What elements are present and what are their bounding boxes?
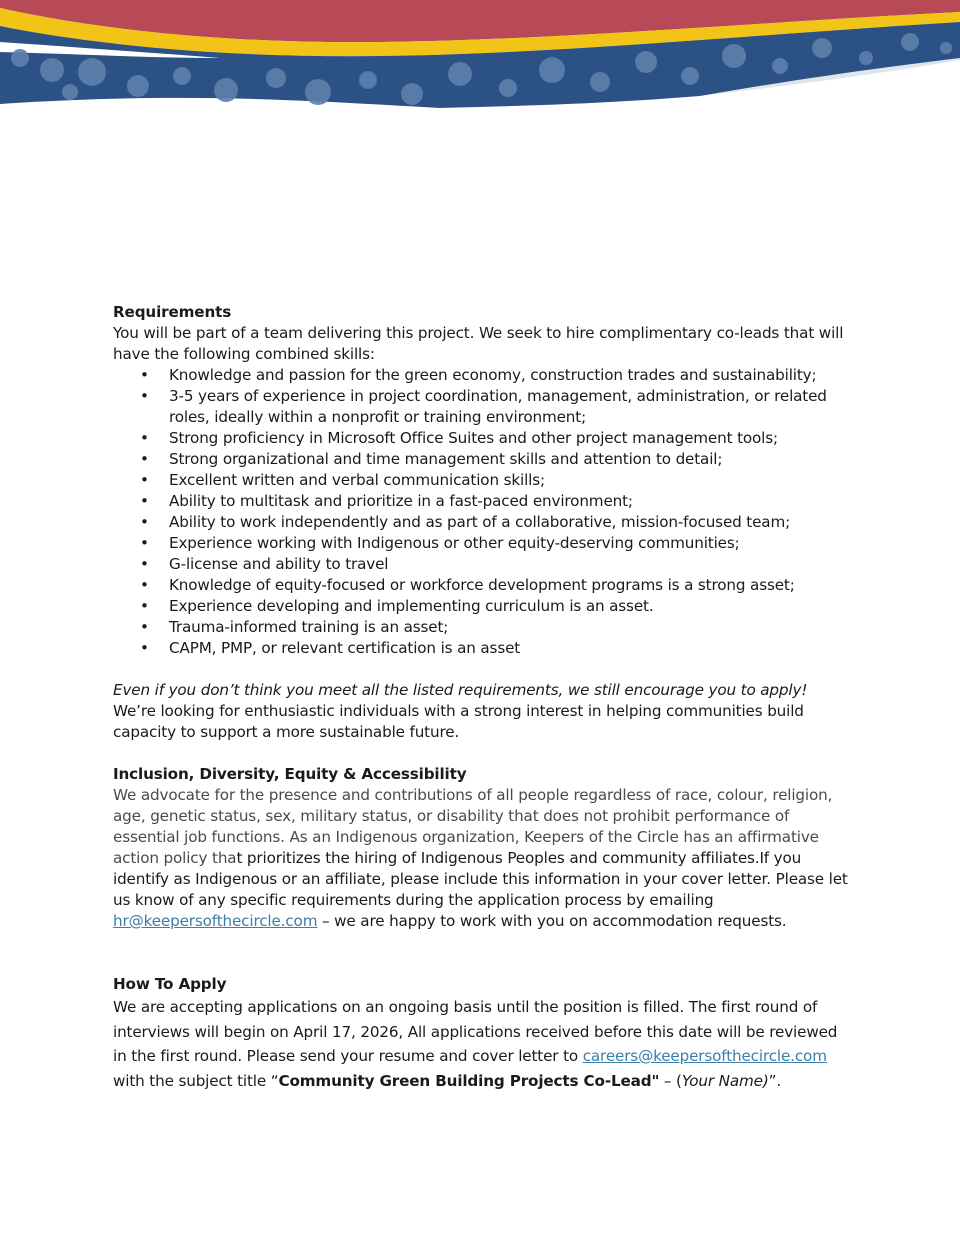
list-item-text: G-license and ability to travel (169, 555, 389, 573)
bullet-icon: • (140, 450, 149, 468)
apply-heading: How To Apply (113, 975, 227, 993)
list-item-text: Excellent written and verbal communication skills; (169, 471, 545, 489)
encouragement-paragraph (113, 680, 853, 743)
list-item (113, 554, 853, 575)
list-item-text: 3-5 years of experience in project coordination, management, administration, or related roles, ideally within a nonprofit or training environment; (169, 387, 827, 426)
spacer (113, 659, 853, 680)
list-item-text: Strong proficiency in Microsoft Office Suites and other project management tools; (169, 429, 778, 447)
encouragement-italic: Even if you don’t think you meet all the listed requirements, we still encourage you to apply! (113, 681, 808, 699)
list-item (113, 638, 853, 659)
inclusion-section (113, 764, 853, 932)
bullet-icon: • (140, 576, 149, 594)
list-item-text: CAPM, PMP, or relevant certification is an asset (169, 639, 521, 657)
list-item (113, 491, 853, 512)
inclusion-text-after: – we are happy to work with you on accommodation requests. (317, 912, 787, 930)
list-item-text: Experience working with Indigenous or other equity-deserving communities; (169, 534, 740, 552)
list-item (113, 596, 853, 617)
bullet-icon: • (140, 492, 149, 510)
careers-email-link[interactable]: careers@keepersofthecircle.com (582, 1047, 827, 1066)
inclusion-heading: Inclusion, Diversity, Equity & Accessibility (113, 765, 467, 783)
list-item (113, 512, 853, 533)
list-item-text: Strong organizational and time management skills and attention to detail; (169, 450, 723, 468)
list-item-text: Knowledge of equity-focused or workforce development programs is a strong asset; (169, 576, 795, 594)
requirements-section (113, 302, 853, 743)
list-item-text: Experience developing and implementing curriculum is an asset. (169, 597, 654, 615)
bullet-icon: • (140, 513, 149, 531)
bullet-icon: • (140, 555, 149, 573)
requirements-list (113, 365, 853, 659)
list-item-text: Knowledge and passion for the green economy, construction trades and sustainability; (169, 366, 817, 384)
bullet-icon: • (140, 387, 149, 405)
requirements-heading: Requirements (113, 303, 232, 321)
list-item-text: Ability to work independently and as part of a collaborative, mission-focused team; (169, 513, 791, 531)
list-item (113, 386, 853, 428)
list-item (113, 617, 853, 638)
apply-text-dash: – ( (659, 1071, 682, 1090)
spacer (113, 932, 853, 974)
inclusion-text-dark: t prioritizes the hiring of Indigenous Peoples and community affiliates.If you identify as Indigenous or an affiliate, please include this information in your cover letter. Please let us know of any specific requirements during the application process by emailing (113, 849, 848, 909)
bullet-icon: • (140, 471, 149, 489)
list-item-text: Trauma-informed training is an asset; (169, 618, 449, 636)
document-body (113, 302, 853, 1093)
bullet-icon: • (140, 366, 149, 384)
list-item (113, 428, 853, 449)
apply-text-before: We are accepting applications on an ongoing basis until the position is filled. The first round of interviews will begin on April 17, 2026 (113, 998, 818, 1041)
bullet-icon: • (140, 534, 149, 552)
apply-text-end: ”. (768, 1071, 782, 1090)
hr-email-link[interactable]: hr@keepersofthecircle.com (113, 912, 318, 930)
apply-paragraph (113, 995, 853, 1093)
inclusion-paragraph (113, 785, 853, 932)
list-item (113, 575, 853, 596)
list-item (113, 533, 853, 554)
apply-text-comma: , (398, 1022, 404, 1041)
apply-text-mid: All applications received before this date will be reviewed in the first round. Please send your resume and cover letter to (113, 1022, 838, 1066)
bullet-icon: • (140, 639, 149, 657)
header-banner (0, 0, 960, 120)
list-item-text: Ability to multitask and prioritize in a fast-paced environment; (169, 492, 633, 510)
apply-subject-title: Community Green Building Projects Co-Lead" (278, 1071, 660, 1090)
apply-section (113, 974, 853, 1093)
apply-subject-pre: with the subject title “ (113, 1071, 279, 1090)
bullet-icon: • (140, 429, 149, 447)
list-item (113, 470, 853, 491)
inclusion-text-gray: We advocate for the presence and contributions of all people regardless of race, colour, religion, age, genetic status, sex, military status, or disability that does not prohibit performance of essential job functions. As an Indigenous organization, Keepers of the Circle has an affirmative action policy tha (113, 786, 833, 867)
list-item (113, 365, 853, 386)
list-item (113, 449, 853, 470)
apply-your-name: Your Name) (681, 1071, 769, 1090)
bullet-icon: • (140, 597, 149, 615)
requirements-intro: You will be part of a team delivering this project. We seek to hire complimentary co-leads that will have the following combined skills: (113, 324, 844, 363)
spacer (113, 743, 853, 764)
bullet-icon: • (140, 618, 149, 636)
encouragement-rest: We’re looking for enthusiastic individuals with a strong interest in helping communities build capacity to support a more sustainable future. (113, 702, 804, 741)
